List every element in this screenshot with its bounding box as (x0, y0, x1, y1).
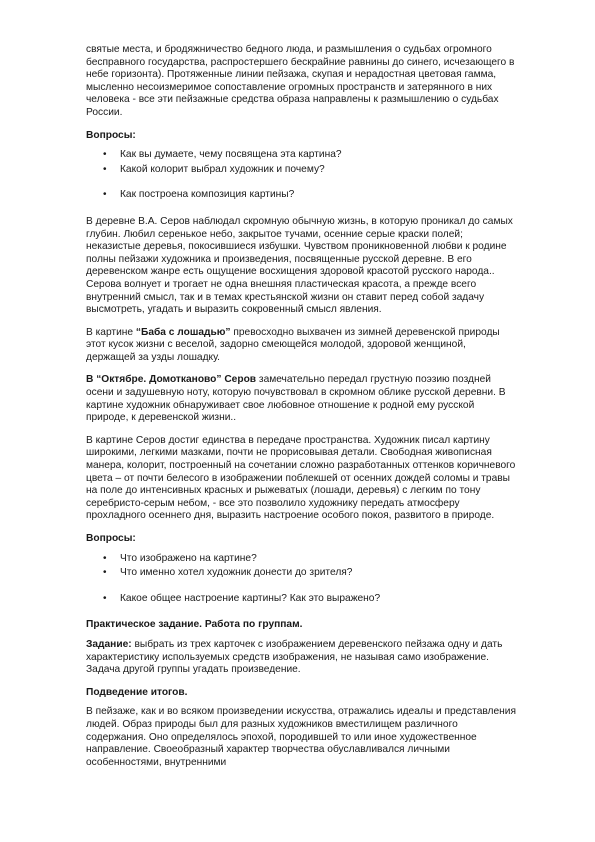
question-item: • Какое общее настроение картины? Как это выражено? (86, 593, 516, 606)
question-item: • Как построена композиция картины? (86, 189, 516, 202)
summary-paragraph: В пейзаже, как и во всяком произведении искусства, отражались идеалы и представления людей. Образ природы был для разных художников вместилищем различного содержания. Оно определялось эпохой, породившей то или иное художественное направление. Своеобразный характер творчества обуславливался личными особенностями, внутренними (86, 706, 516, 768)
questions-list-1 (86, 149, 516, 202)
questions-heading-2: Вопросы: (86, 533, 136, 544)
baba-paragraph (86, 327, 516, 365)
october-painting-title: В “Октябре. Домотканово” Серов (86, 374, 257, 386)
questions-heading-1: Вопросы: (86, 129, 136, 141)
practical-task-heading: Практическое задание. Работа по группам. (86, 619, 303, 631)
document-page (86, 44, 516, 779)
questions-list-2 (86, 553, 516, 606)
baba-paragraph-text: превосходно выхвачен из зимней деревенской природы этот кусок жизни с веселой, задорно смеющейся молодой, здоровой женщиной, держащей за узды лошадку. (86, 326, 500, 363)
question-item: • Что изображено на картине? (86, 553, 516, 566)
baba-painting-title: “Баба с лошадью” (135, 326, 231, 338)
question-item: • Какой колорит выбрал художник и почему? (86, 164, 516, 177)
intro-paragraph: святые места, и бродяжничество бедного люда, и размышления о судьбах огромного бесправного государства, распростершего бескрайние равнины до синего, исчезающего в небе горизонта). Протяженные линии пейзажа, скупая и нерадостная цветовая гамма, мысленно несоизмеримое сопоставление огромных пространств и затерянного в них человека - все эти пейзажные средства образа направлены к размышлению о судьбах России. (86, 44, 515, 118)
question-item: • Что именно хотел художник донести до зрителя? (86, 567, 516, 580)
task-label: Задание: (86, 638, 132, 650)
task-paragraph (86, 639, 516, 677)
baba-paragraph-lead: В картине (86, 326, 136, 338)
question-item: • Как вы думаете, чему посвящена эта картина? (86, 149, 516, 162)
task-text: выбрать из трех карточек с изображением деревенского пейзажа одну и дать характеристику используемых средств изображения, не называя само изображение. Задача другой группы угадать произведение. (86, 638, 503, 676)
space-paragraph: В картине Серов достиг единства в передаче пространства. Художник писал картину широкими, легкими мазками, почти не прорисовывая детали. Свободная живописная манера, колорит, построенный на сочетании сложно разработанных оттенков коричневого цвета – от почти белесого в изображении поблекшей от осенних дождей соломы и травы на поле до интенсивных красных и рыжеватых (лошади, деревья) с легким по тону серебристо-серым небом, - все это позволило художнику передать атмосферу прохладного осеннего дня, выразить настроение особого покоя, развитого в природе. (86, 434, 516, 522)
summary-heading: Подведение итогов. (86, 686, 188, 698)
october-paragraph (86, 374, 516, 424)
serov-paragraph: В деревне В.А. Серов наблюдал скромную обычную жизнь, в которую проникал до самых глубин. Любил серенькое небо, закрытое тучами, осенние серые краски полей; неказистые деревья, покосившиеся избушки. Чувством проникновенной любви к родине полны пейзажи художника и произведения, посвященные русской деревне. В его деревенском жанре есть ощущение восхищения здоровой красотой русского народа.. Серова волнует и трогает не одна внешняя пластическая красота, а прежде всего внутренний смысл, так и в темах крестьянской жизни он ставит перед собой задачу высмотреть, угадать и выразить сокровенный смысл явления. (86, 215, 513, 316)
october-paragraph-text: замечательно передал грустную поэзию поздней осени и задушевную ноту, которую почувствовал в скромном облике русской деревни. В картине художник обнаруживает свое любовное отношение к родной ему русской природе, к деревенской жизни.. (86, 374, 506, 424)
